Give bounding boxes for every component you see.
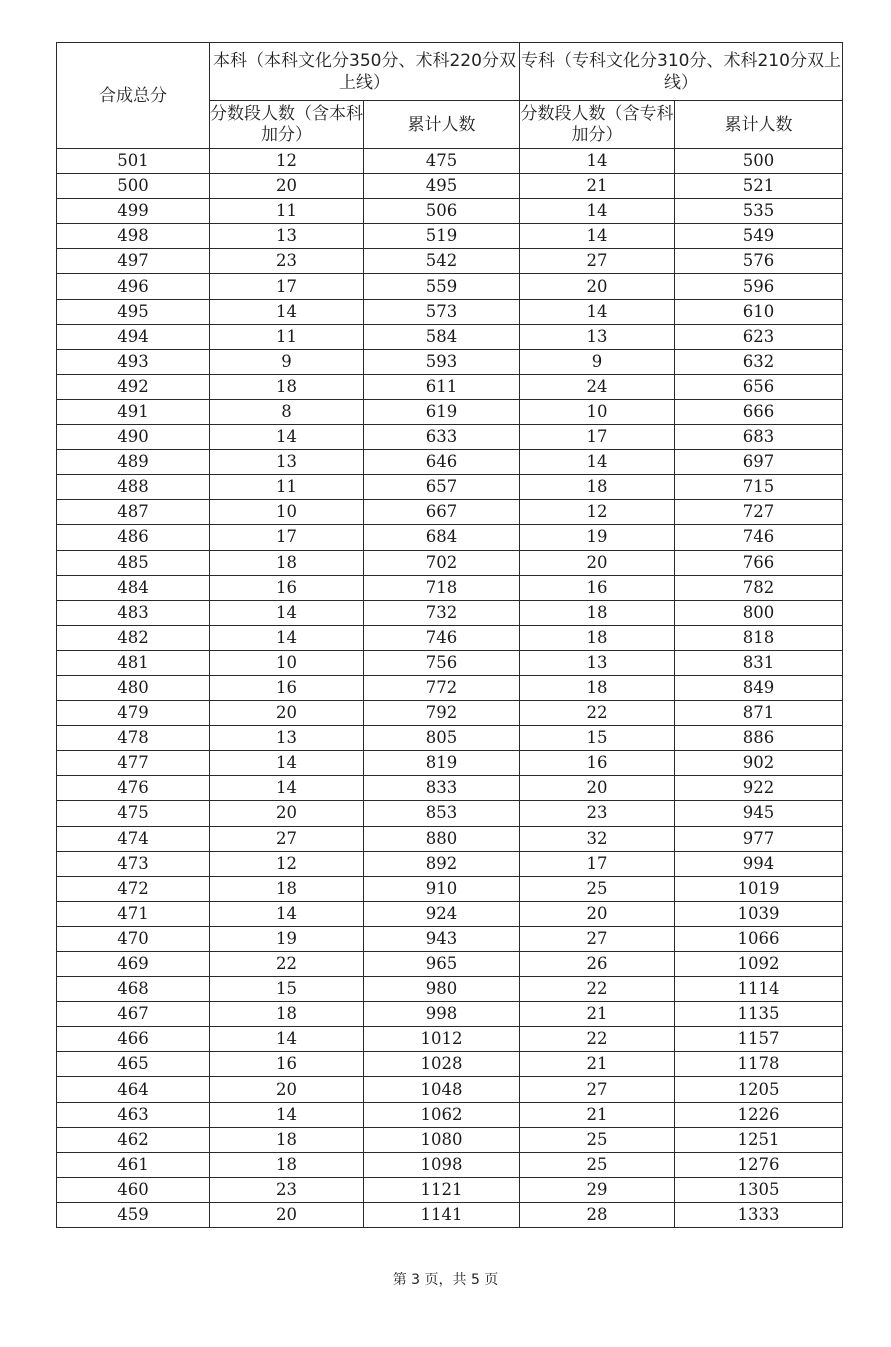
zhuanke-segment-cell: 9	[520, 349, 675, 374]
benke-segment-cell: 14	[210, 776, 364, 801]
benke-cumulative-cell: 772	[364, 675, 520, 700]
zhuanke-segment-cell: 18	[520, 625, 675, 650]
total-score-cell: 467	[57, 1002, 210, 1027]
zhuanke-segment-cell: 14	[520, 450, 675, 475]
zhuanke-cumulative-cell: 871	[675, 701, 843, 726]
zhuanke-cumulative-cell: 849	[675, 675, 843, 700]
zhuanke-cumulative-cell: 977	[675, 826, 843, 851]
total-score-cell: 460	[57, 1177, 210, 1202]
zhuanke-cumulative-cell: 632	[675, 349, 843, 374]
benke-cumulative-cell: 657	[364, 475, 520, 500]
total-score-cell: 493	[57, 349, 210, 374]
zhuanke-segment-cell: 29	[520, 1177, 675, 1202]
total-score-cell: 485	[57, 550, 210, 575]
benke-cumulative-cell: 684	[364, 525, 520, 550]
table-row	[57, 174, 843, 199]
benke-segment-cell: 14	[210, 751, 364, 776]
zhuanke-cumulative-cell: 656	[675, 374, 843, 399]
total-score-cell: 492	[57, 374, 210, 399]
benke-segment-cell: 8	[210, 399, 364, 424]
benke-cumulative-cell: 495	[364, 174, 520, 199]
total-score-cell: 463	[57, 1102, 210, 1127]
zhuanke-segment-cell: 21	[520, 174, 675, 199]
table-row	[57, 952, 843, 977]
total-score-cell: 500	[57, 174, 210, 199]
table-row	[57, 726, 843, 751]
total-score-cell: 461	[57, 1152, 210, 1177]
benke-segment-cell: 17	[210, 525, 364, 550]
zhuanke-cumulative-cell: 945	[675, 801, 843, 826]
benke-segment-cell: 16	[210, 675, 364, 700]
benke-cumulative-cell: 646	[364, 450, 520, 475]
benke-cumulative-cell: 1080	[364, 1127, 520, 1152]
total-score-cell: 486	[57, 525, 210, 550]
benke-segment-cell: 19	[210, 926, 364, 951]
benke-cumulative-cell: 1098	[364, 1152, 520, 1177]
benke-segment-cell: 20	[210, 701, 364, 726]
zhuanke-cumulative-cell: 715	[675, 475, 843, 500]
zhuanke-cumulative-cell: 727	[675, 500, 843, 525]
benke-cumulative-cell: 1141	[364, 1202, 520, 1227]
benke-cumulative-cell: 519	[364, 224, 520, 249]
zhuanke-segment-cell: 28	[520, 1202, 675, 1227]
zhuanke-segment-cell: 21	[520, 1002, 675, 1027]
benke-segment-cell: 14	[210, 1027, 364, 1052]
benke-segment-cell: 14	[210, 299, 364, 324]
table-row	[57, 926, 843, 951]
zhuanke-segment-cell: 14	[520, 199, 675, 224]
total-score-cell: 471	[57, 901, 210, 926]
benke-cumulative-cell: 611	[364, 374, 520, 399]
total-score-cell: 477	[57, 751, 210, 776]
table-row	[57, 349, 843, 374]
table-row	[57, 851, 843, 876]
benke-segment-cell: 23	[210, 1177, 364, 1202]
benke-segment-cell: 11	[210, 475, 364, 500]
benke-cumulative-cell: 506	[364, 199, 520, 224]
table-row	[57, 701, 843, 726]
total-score-cell: 465	[57, 1052, 210, 1077]
zhuanke-segment-cell: 25	[520, 1127, 675, 1152]
total-score-cell: 499	[57, 199, 210, 224]
header-group-zhuanke: 专科（专科文化分310分、术科210分双上线）	[520, 43, 843, 101]
total-score-cell: 496	[57, 274, 210, 299]
zhuanke-segment-cell: 20	[520, 901, 675, 926]
benke-segment-cell: 12	[210, 149, 364, 174]
zhuanke-segment-cell: 22	[520, 977, 675, 1002]
table-row	[57, 299, 843, 324]
zhuanke-segment-cell: 21	[520, 1052, 675, 1077]
zhuanke-segment-cell: 25	[520, 1152, 675, 1177]
total-score-cell: 481	[57, 650, 210, 675]
benke-segment-cell: 9	[210, 349, 364, 374]
zhuanke-cumulative-cell: 1066	[675, 926, 843, 951]
total-score-cell: 474	[57, 826, 210, 851]
total-score-cell: 462	[57, 1127, 210, 1152]
zhuanke-cumulative-cell: 697	[675, 450, 843, 475]
page-footer: 第 3 页，共 5 页	[392, 1272, 499, 1288]
benke-cumulative-cell: 746	[364, 625, 520, 650]
zhuanke-segment-cell: 16	[520, 751, 675, 776]
total-score-cell: 479	[57, 701, 210, 726]
benke-cumulative-cell: 593	[364, 349, 520, 374]
benke-cumulative-cell: 667	[364, 500, 520, 525]
total-score-cell: 483	[57, 600, 210, 625]
zhuanke-cumulative-cell: 549	[675, 224, 843, 249]
zhuanke-segment-cell: 18	[520, 600, 675, 625]
benke-cumulative-cell: 573	[364, 299, 520, 324]
benke-cumulative-cell: 542	[364, 249, 520, 274]
table-row	[57, 1202, 843, 1227]
zhuanke-segment-cell: 23	[520, 801, 675, 826]
zhuanke-cumulative-cell: 766	[675, 550, 843, 575]
table-row	[57, 425, 843, 450]
benke-cumulative-cell: 619	[364, 399, 520, 424]
benke-cumulative-cell: 732	[364, 600, 520, 625]
benke-segment-cell: 18	[210, 1002, 364, 1027]
zhuanke-cumulative-cell: 922	[675, 776, 843, 801]
zhuanke-cumulative-cell: 1135	[675, 1002, 843, 1027]
benke-segment-cell: 22	[210, 952, 364, 977]
benke-cumulative-cell: 756	[364, 650, 520, 675]
header-total-score: 合成总分	[57, 43, 210, 149]
zhuanke-segment-cell: 19	[520, 525, 675, 550]
table-row	[57, 751, 843, 776]
table-row	[57, 1002, 843, 1027]
benke-cumulative-cell: 718	[364, 575, 520, 600]
total-score-cell: 497	[57, 249, 210, 274]
benke-cumulative-cell: 1028	[364, 1052, 520, 1077]
benke-segment-cell: 11	[210, 199, 364, 224]
zhuanke-cumulative-cell: 1305	[675, 1177, 843, 1202]
zhuanke-cumulative-cell: 1226	[675, 1102, 843, 1127]
total-score-cell: 475	[57, 801, 210, 826]
benke-segment-cell: 16	[210, 1052, 364, 1077]
benke-cumulative-cell: 853	[364, 801, 520, 826]
benke-segment-cell: 18	[210, 550, 364, 575]
benke-cumulative-cell: 998	[364, 1002, 520, 1027]
benke-cumulative-cell: 943	[364, 926, 520, 951]
zhuanke-cumulative-cell: 623	[675, 324, 843, 349]
benke-segment-cell: 12	[210, 851, 364, 876]
total-score-cell: 478	[57, 726, 210, 751]
total-score-cell: 498	[57, 224, 210, 249]
zhuanke-cumulative-cell: 521	[675, 174, 843, 199]
zhuanke-segment-cell: 20	[520, 776, 675, 801]
total-score-cell: 472	[57, 876, 210, 901]
zhuanke-segment-cell: 20	[520, 550, 675, 575]
table-row	[57, 1052, 843, 1077]
zhuanke-segment-cell: 17	[520, 851, 675, 876]
zhuanke-cumulative-cell: 535	[675, 199, 843, 224]
benke-cumulative-cell: 819	[364, 751, 520, 776]
zhuanke-cumulative-cell: 576	[675, 249, 843, 274]
table-row	[57, 1152, 843, 1177]
benke-segment-cell: 14	[210, 425, 364, 450]
header-benke-segment: 分数段人数（含本科加分）	[210, 101, 364, 149]
table-row	[57, 249, 843, 274]
table-row	[57, 149, 843, 174]
zhuanke-segment-cell: 32	[520, 826, 675, 851]
zhuanke-segment-cell: 17	[520, 425, 675, 450]
benke-segment-cell: 20	[210, 1077, 364, 1102]
header-group-benke: 本科（本科文化分350分、术科220分双上线）	[210, 43, 520, 101]
zhuanke-cumulative-cell: 610	[675, 299, 843, 324]
table-header	[57, 43, 843, 149]
table-row	[57, 876, 843, 901]
table-row	[57, 625, 843, 650]
benke-cumulative-cell: 892	[364, 851, 520, 876]
total-score-cell: 468	[57, 977, 210, 1002]
zhuanke-segment-cell: 27	[520, 926, 675, 951]
benke-cumulative-cell: 1012	[364, 1027, 520, 1052]
zhuanke-segment-cell: 13	[520, 650, 675, 675]
zhuanke-cumulative-cell: 666	[675, 399, 843, 424]
table-row	[57, 650, 843, 675]
benke-segment-cell: 13	[210, 726, 364, 751]
benke-cumulative-cell: 924	[364, 901, 520, 926]
zhuanke-cumulative-cell: 683	[675, 425, 843, 450]
zhuanke-segment-cell: 18	[520, 675, 675, 700]
total-score-cell: 488	[57, 475, 210, 500]
benke-cumulative-cell: 833	[364, 776, 520, 801]
table-row	[57, 399, 843, 424]
total-score-cell: 487	[57, 500, 210, 525]
zhuanke-cumulative-cell: 1251	[675, 1127, 843, 1152]
header-zhuanke-segment: 分数段人数（含专科加分）	[520, 101, 675, 149]
benke-cumulative-cell: 633	[364, 425, 520, 450]
benke-cumulative-cell: 702	[364, 550, 520, 575]
table-row	[57, 500, 843, 525]
table-row	[57, 776, 843, 801]
table-row	[57, 274, 843, 299]
benke-segment-cell: 10	[210, 500, 364, 525]
zhuanke-cumulative-cell: 596	[675, 274, 843, 299]
table-body	[57, 149, 843, 1228]
zhuanke-segment-cell: 20	[520, 274, 675, 299]
benke-segment-cell: 10	[210, 650, 364, 675]
benke-cumulative-cell: 792	[364, 701, 520, 726]
zhuanke-segment-cell: 14	[520, 149, 675, 174]
benke-segment-cell: 20	[210, 1202, 364, 1227]
benke-segment-cell: 27	[210, 826, 364, 851]
zhuanke-cumulative-cell: 831	[675, 650, 843, 675]
table-row	[57, 1177, 843, 1202]
benke-segment-cell: 15	[210, 977, 364, 1002]
table-row	[57, 1127, 843, 1152]
zhuanke-cumulative-cell: 746	[675, 525, 843, 550]
table-row	[57, 450, 843, 475]
total-score-cell: 466	[57, 1027, 210, 1052]
benke-cumulative-cell: 805	[364, 726, 520, 751]
table-row	[57, 600, 843, 625]
table-row	[57, 977, 843, 1002]
total-score-cell: 482	[57, 625, 210, 650]
table-row	[57, 1102, 843, 1127]
benke-cumulative-cell: 559	[364, 274, 520, 299]
total-score-cell: 489	[57, 450, 210, 475]
total-score-cell: 484	[57, 575, 210, 600]
benke-segment-cell: 14	[210, 1102, 364, 1127]
total-score-cell: 501	[57, 149, 210, 174]
benke-cumulative-cell: 584	[364, 324, 520, 349]
benke-segment-cell: 20	[210, 801, 364, 826]
benke-segment-cell: 11	[210, 324, 364, 349]
total-score-cell: 473	[57, 851, 210, 876]
zhuanke-segment-cell: 27	[520, 249, 675, 274]
benke-segment-cell: 16	[210, 575, 364, 600]
zhuanke-cumulative-cell: 1276	[675, 1152, 843, 1177]
total-score-cell: 491	[57, 399, 210, 424]
table-row	[57, 675, 843, 700]
benke-cumulative-cell: 880	[364, 826, 520, 851]
benke-segment-cell: 18	[210, 374, 364, 399]
zhuanke-segment-cell: 25	[520, 876, 675, 901]
zhuanke-segment-cell: 15	[520, 726, 675, 751]
benke-cumulative-cell: 475	[364, 149, 520, 174]
zhuanke-cumulative-cell: 902	[675, 751, 843, 776]
benke-segment-cell: 14	[210, 600, 364, 625]
benke-cumulative-cell: 1048	[364, 1077, 520, 1102]
zhuanke-segment-cell: 22	[520, 1027, 675, 1052]
total-score-cell: 480	[57, 675, 210, 700]
benke-segment-cell: 13	[210, 224, 364, 249]
table-row	[57, 1027, 843, 1052]
zhuanke-segment-cell: 16	[520, 575, 675, 600]
benke-segment-cell: 18	[210, 876, 364, 901]
zhuanke-cumulative-cell: 782	[675, 575, 843, 600]
benke-cumulative-cell: 965	[364, 952, 520, 977]
table-row	[57, 374, 843, 399]
total-score-cell: 476	[57, 776, 210, 801]
zhuanke-segment-cell: 26	[520, 952, 675, 977]
zhuanke-segment-cell: 14	[520, 224, 675, 249]
table-row	[57, 801, 843, 826]
zhuanke-cumulative-cell: 800	[675, 600, 843, 625]
zhuanke-segment-cell: 14	[520, 299, 675, 324]
benke-cumulative-cell: 980	[364, 977, 520, 1002]
total-score-cell: 495	[57, 299, 210, 324]
zhuanke-cumulative-cell: 1157	[675, 1027, 843, 1052]
zhuanke-cumulative-cell: 886	[675, 726, 843, 751]
benke-segment-cell: 23	[210, 249, 364, 274]
zhuanke-segment-cell: 12	[520, 500, 675, 525]
zhuanke-cumulative-cell: 1205	[675, 1077, 843, 1102]
table-row	[57, 1077, 843, 1102]
zhuanke-cumulative-cell: 818	[675, 625, 843, 650]
header-zhuanke-cumulative: 累计人数	[675, 101, 843, 149]
benke-segment-cell: 20	[210, 174, 364, 199]
total-score-cell: 464	[57, 1077, 210, 1102]
benke-cumulative-cell: 1062	[364, 1102, 520, 1127]
zhuanke-segment-cell: 22	[520, 701, 675, 726]
zhuanke-cumulative-cell: 1092	[675, 952, 843, 977]
table-row	[57, 550, 843, 575]
table-row	[57, 575, 843, 600]
benke-segment-cell: 13	[210, 450, 364, 475]
benke-segment-cell: 18	[210, 1127, 364, 1152]
total-score-cell: 459	[57, 1202, 210, 1227]
benke-segment-cell: 14	[210, 901, 364, 926]
table-row	[57, 224, 843, 249]
zhuanke-segment-cell: 21	[520, 1102, 675, 1127]
zhuanke-segment-cell: 13	[520, 324, 675, 349]
zhuanke-segment-cell: 18	[520, 475, 675, 500]
benke-segment-cell: 14	[210, 625, 364, 650]
zhuanke-segment-cell: 10	[520, 399, 675, 424]
score-table	[56, 42, 843, 1228]
total-score-cell: 490	[57, 425, 210, 450]
benke-cumulative-cell: 1121	[364, 1177, 520, 1202]
table-row	[57, 199, 843, 224]
zhuanke-cumulative-cell: 1178	[675, 1052, 843, 1077]
total-score-cell: 470	[57, 926, 210, 951]
zhuanke-segment-cell: 27	[520, 1077, 675, 1102]
benke-segment-cell: 17	[210, 274, 364, 299]
zhuanke-cumulative-cell: 500	[675, 149, 843, 174]
table-row	[57, 475, 843, 500]
benke-segment-cell: 18	[210, 1152, 364, 1177]
header-benke-cumulative: 累计人数	[364, 101, 520, 149]
table-row	[57, 525, 843, 550]
table-row	[57, 324, 843, 349]
zhuanke-cumulative-cell: 1114	[675, 977, 843, 1002]
zhuanke-segment-cell: 24	[520, 374, 675, 399]
total-score-cell: 494	[57, 324, 210, 349]
benke-cumulative-cell: 910	[364, 876, 520, 901]
zhuanke-cumulative-cell: 1333	[675, 1202, 843, 1227]
zhuanke-cumulative-cell: 1039	[675, 901, 843, 926]
table-row	[57, 826, 843, 851]
table-row	[57, 901, 843, 926]
zhuanke-cumulative-cell: 994	[675, 851, 843, 876]
total-score-cell: 469	[57, 952, 210, 977]
zhuanke-cumulative-cell: 1019	[675, 876, 843, 901]
